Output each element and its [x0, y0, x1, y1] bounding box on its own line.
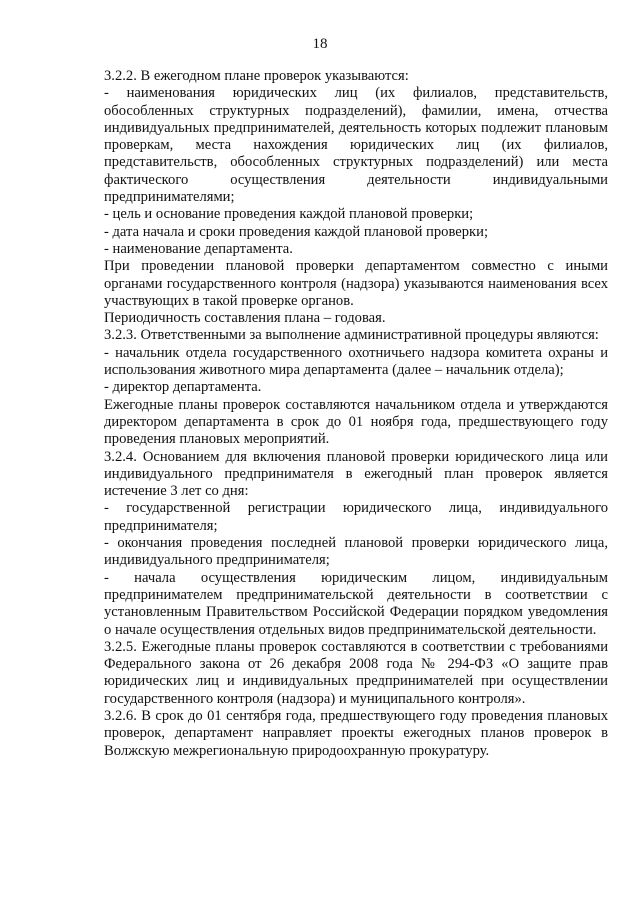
list-item-business-start: - начала осуществления юридическим лицом, индивидуальным предпринимателем предпринимательской деятельности в соответствии с установленным Правительством Российской Федерации порядком уведомления о начале осуществления отдельных видов предпринимательской деятельности. — [104, 569, 608, 638]
paragraph-annual-plans-approval: Ежегодные планы проверок составляются начальником отдела и утверждаются директором департамента в срок до 01 ноября года, предшествующего году проведения плановых мероприятий. — [104, 396, 608, 448]
page-number: 18 — [312, 36, 328, 52]
paragraph-3-2-2-heading: 3.2.2. В ежегодном плане проверок указываются: — [104, 68, 409, 84]
paragraph-3-2-3: 3.2.3. Ответственными за выполнение административной процедуры являются: — [104, 327, 599, 344]
list-item-department: - наименование департамента. — [104, 240, 293, 257]
list-item-head-of-division: - начальник отдела государственного охотничьего надзора комитета охраны и использования животного мира департамента (далее – начальник отдела); — [104, 344, 608, 379]
document-body — [104, 68, 608, 760]
paragraph-3-2-6: 3.2.6. В срок до 01 сентября года, предшествующего году проведения плановых проверок, департамент направляет проекты ежегодных планов проверок в Волжскую межрегиональную природоохранную прокуратуру. — [104, 707, 608, 759]
paragraph-3-2-5: 3.2.5. Ежегодные планы проверок составляются в соответствии с требованиями Федерального закона от 26 декабря 2008 года № 294-ФЗ «О защите прав юридических лиц и индивидуальных предпринимателей при осуществлении государственного контроля (надзора) и муниципального контроля». — [104, 638, 608, 707]
paragraph-periodicity: Периодичность составления плана – годовая. — [104, 310, 386, 327]
paragraph-3-2-4: 3.2.4. Основанием для включения плановой проверки юридического лица или индивидуального предпринимателя в ежегодный план проверок является истечение 3 лет со дня: — [104, 448, 608, 500]
list-item-director: - директор департамента. — [104, 379, 262, 396]
list-item-purpose: - цель и основание проведения каждой плановой проверки; — [104, 206, 474, 223]
list-item-dates: - дата начала и сроки проведения каждой плановой проверки; — [104, 223, 488, 240]
paragraph-joint-inspection: При проведении плановой проверки департаментом совместно с иными органами государственного контроля (надзора) указываются наименования всех участвующих в такой проверке органов. — [104, 258, 608, 309]
list-item-legal-entities: - наименования юридических лиц (их филиалов, представительств, обособленных структурных подразделений), фамилии, имена, отчества индивидуальных предпринимателей, деятельность которых подлежит плановым проверкам, места нахождения юридических лиц (их филиалов, представительств, обособленных структурных подразделений) или места фактического осуществления деятельности индивидуальными предпринимателями; — [104, 85, 608, 206]
list-item-registration: - государственной регистрации юридического лица, индивидуального предпринимателя; — [104, 500, 608, 534]
list-item-last-inspection: - окончания проведения последней плановой проверки юридического лица, индивидуального предпринимателя; — [104, 535, 608, 569]
